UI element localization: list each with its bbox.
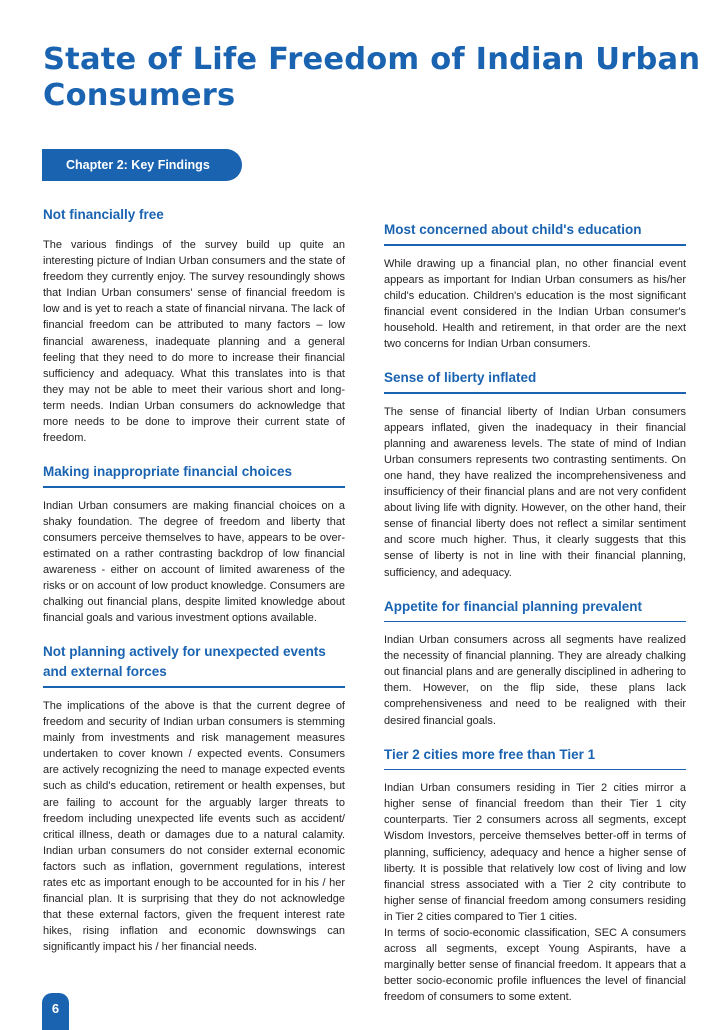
heading-underline [43,486,345,488]
page-title: State of Life Freedom of Indian Urban Consumers [43,42,701,113]
section-body-continued: In terms of socio-economic classification, SEC A consumers across all segments, except Young Aspirants, have a marginally better sense of financial freedom. It appears that a better socio-economic profile influences the level of financial freedom of consumers to some extent. [384,927,686,1004]
section-body: Indian Urban consumers are making financial choices on a shaky foundation. The degree of freedom and liberty that consumers perceive themselves to have, appears to be over-estimated on a rather contrasting backdrop of low financial awareness - either on account of limited awareness of the risks or on account of low product knowledge. Consumers are chalking out financial plans, despite limited knowledge about financial goals and various investment options available. [43,499,345,625]
section-inappropriate-choices [43,462,345,626]
section-body: The implications of the above is that the current degree of freedom and security of Indian urban consumers is stemming mainly from investments and risk management measures undertaken to cover known / expected events. Consumers are actively recognizing the need to manage expected events such as child's education, retirement or health expenses, but are failing to account for the arguably larger threats to freedom including unexpected life events such as accident/ critical illness, death or damages due to a natural calamity. Indian urban consumers do not consider external economic factors such as inflation, government regulations, interest rates etc as important enough to be accounted for in his / her financial plan. It is surprising that they do not acknowledge that these external factors, given the frequent interest rate hikes, rising inflation and economic downswings can significantly impact his / her financial needs. [43,699,345,954]
section-heading: Most concerned about child's education [384,222,642,237]
section-heading: Not financially free [43,207,164,222]
section-liberty-inflated [384,368,686,581]
page-number: 6 [42,993,69,1030]
left-column [43,200,345,971]
section-not-financially-free [43,205,345,446]
section-heading: Tier 2 cities more free than Tier 1 [384,746,596,762]
section-body: The various findings of the survey build up quite an interesting picture of Indian Urban consumers and the state of freedom they currently enjoy. The survey resoundingly shows that Indian Urban consumers' sense of financial freedom is low and is yet to reach a state of financial nirvana. The lack of financial freedom can be attributed to many factors – low financial awareness, inadequate planning and a general feeling that they need to do more to increase their financial sufficiency and adequacy. What this translates into is that they may not be able to meet their various short and long-term needs. Indian Urban consumers do acknowledge that more needs to be done to improve their current state of freedom. [43,239,345,445]
section-heading: Making inappropriate financial choices [43,464,293,480]
section-body: Indian Urban consumers residing in Tier 2 cities mirror a higher sense of financial freedom than their Tier 1 city counterparts. Tier 2 consumers across all segments, except Wisdom Investors, perceive themselves better-off in terms of planning, sufficiency, adequacy and hence a higher sense of liberty. It is possible that relatively low cost of living and low financial stress associated with a Tier 2 city contribute to higher sense of financial freedom among consumers residing in Tier 2 cities compared to Tier 1 cities. [384,782,686,923]
section-heading: Appetite for financial planning prevalent [384,598,643,614]
right-column [384,220,686,1021]
section-unexpected-events [43,642,345,955]
heading-underline [384,621,686,623]
heading-underline [384,244,686,246]
section-child-education [384,220,686,352]
section-body: Indian Urban consumers across all segments have realized the necessity of financial planning. They are already chalking out financial plans and are generally disciplined in adhering to them. However, on the flip side, these plans lack comprehensiveness and need to be realigned with their desired financial goals. [384,634,686,727]
section-body: The sense of financial liberty of Indian Urban consumers appears inflated, given the inadequacy in their financial planning and awareness levels. The state of mind of Indian Urban consumers represents two contrasting sentiments. On one hand, they have realized the incomprehensiveness and insufficiency of their financial plans and are not very confident about living life with dignity. However, on the other hand, their sense of financial liberty does not reflect a similar sentiment and score much higher. Thus, it clearly suggests that this sense of liberty is not in line with their financial planning, sufficiency, and adequacy. [384,405,686,579]
heading-underline [384,392,686,394]
heading-underline [43,686,345,688]
section-heading: Not planning actively for unexpected events and external forces [43,644,326,680]
section-heading: Sense of liberty inflated [384,370,537,386]
heading-underline [384,769,686,771]
section-body: While drawing up a financial plan, no other financial event appears as important for Indian Urban consumers as his/her child's education. Children's education is the most significant financial event considered in the Indian Urban consumer's household. Health and retirement, in that order are the next two concerns for Indian Urban consumers. [384,257,686,350]
section-tier2-cities [384,745,686,1006]
section-planning-appetite [384,597,686,729]
chapter-label: Chapter 2: Key Findings [42,149,242,181]
